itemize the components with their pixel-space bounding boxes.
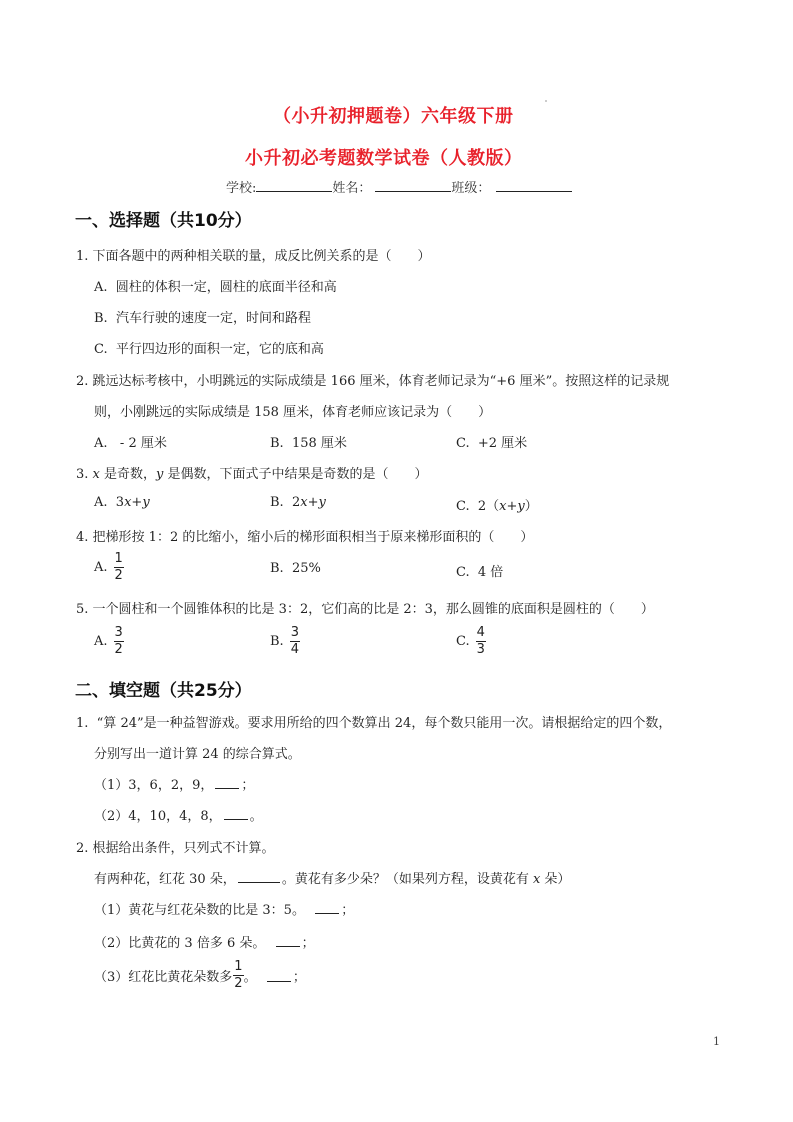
name-field[interactable] [375, 179, 451, 192]
punctuation: 。 [249, 809, 263, 824]
q1-5-option-b[interactable] [270, 626, 300, 657]
q1-2-option-c[interactable] [456, 432, 527, 451]
var-y: y [517, 499, 525, 514]
q1-5-option-c[interactable] [456, 626, 486, 657]
school-field[interactable] [256, 179, 332, 192]
numerator: 4 [476, 625, 485, 640]
page-number: 1 [713, 1035, 720, 1048]
q1-1-option-c[interactable] [94, 338, 324, 357]
question-text: “算 24”是一种益智游戏。要求用所给的四个数算出 24，每个数只能用一次。请根据给定的四个数， [96, 716, 672, 731]
option-text: 25% [291, 561, 321, 576]
sub-label: （3） [94, 970, 129, 985]
option-text: 4 倍 [477, 565, 504, 580]
question-1-2-cont: 则，小刚跳远的实际成绩是 158 厘米，体育老师应该记录为（ ） [94, 405, 492, 420]
exam-title-line1: （小升初押题卷）六年级下册 [273, 106, 514, 127]
question-1-1 [76, 245, 431, 264]
option-label: C. [456, 436, 470, 451]
question-1-2 [76, 370, 669, 389]
q1-1-option-a[interactable] [94, 276, 337, 295]
answer-blank[interactable] [276, 935, 300, 947]
q1-4-option-a[interactable] [94, 552, 124, 583]
denominator: 3 [476, 642, 485, 657]
option-label: B. [270, 561, 284, 576]
option-text: 平行四边形的面积一定，它的底和高 [115, 342, 324, 357]
q2-1-sub-2 [94, 805, 263, 824]
var-x: x [124, 495, 132, 510]
question-number: 5. [76, 602, 89, 617]
denominator: 2 [114, 568, 123, 583]
q2-2-sub-3 [94, 960, 306, 991]
question-number: 2. [76, 841, 89, 856]
var-y: y [156, 467, 164, 482]
q1-4-option-b[interactable] [270, 561, 321, 576]
option-label: A. [94, 634, 108, 649]
question-text: 是奇数， [99, 467, 157, 482]
question-text: 根据给出条件，只列式不计算。 [92, 841, 275, 856]
q1-1-option-b[interactable] [94, 307, 311, 326]
option-text: 3 [115, 495, 125, 510]
operator: + [506, 499, 518, 514]
operator: + [307, 495, 319, 510]
question-number: 1. [76, 249, 89, 264]
question-text: 跳远达标考核中，小明跳远的实际成绩是 166 厘米，体育老师记录为“+6 厘米”。按照这样的记录规 [92, 374, 670, 389]
operator: + [131, 495, 143, 510]
context-text: 朵） [540, 872, 571, 887]
answer-blank[interactable] [267, 970, 291, 982]
question-text: 一个圆柱和一个圆锥体积的比是 3：2，它们高的比是 2：3，那么圆锥的底面积是圆柱的（ ） [92, 602, 654, 617]
var-x: x [499, 499, 507, 514]
option-label: C. [456, 565, 470, 580]
option-text: 2（ [477, 499, 500, 514]
context-text: 有两种花，红花 30 朵， [94, 872, 236, 887]
option-text: 2 [291, 495, 301, 510]
sub-text: 红花比黄花朵数多 [128, 970, 233, 985]
section2-heading: 二、填空题（共25分） [75, 681, 252, 701]
option-text: 汽车行驶的速度一定，时间和路程 [115, 311, 311, 326]
denominator: 4 [290, 642, 299, 657]
stray-mark [545, 100, 547, 102]
sub-label: （2） [94, 936, 129, 951]
question-text: 把梯形按 1：2 的比缩小，缩小后的梯形面积相当于原来梯形面积的（ ） [92, 530, 534, 545]
question-text: 下面各题中的两种相关联的量，成反比例关系的是（ ） [92, 249, 431, 264]
student-info-line [226, 177, 572, 196]
option-text: 圆柱的体积一定，圆柱的底面半径和高 [115, 280, 337, 295]
question-1-4 [76, 526, 533, 545]
exam-title-line2: 小升初必考题数学试卷（人教版） [245, 148, 523, 169]
class-field[interactable] [496, 179, 572, 192]
sub-text: 比黄花的 3 倍多 6 朵。 [128, 936, 266, 951]
denominator: 2 [114, 642, 123, 657]
answer-blank[interactable] [315, 902, 339, 914]
sub-text: 黄花与红花朵数的比是 3：5。 [128, 903, 305, 918]
option-text: 158 厘米 [291, 436, 347, 451]
option-text: +2 厘米 [477, 436, 528, 451]
punctuation: ； [301, 936, 315, 951]
question-text: 是偶数，下面式子中结果是奇数的是（ ） [163, 467, 428, 482]
question-number: 2. [76, 374, 89, 389]
question-number: 4. [76, 530, 89, 545]
question-number: 1. [76, 716, 89, 731]
fraction [290, 626, 300, 657]
q2-2-sub-2 [94, 932, 315, 951]
numerator: 1 [114, 551, 123, 566]
sub-label: （1） [94, 903, 129, 918]
var-x: x [300, 495, 308, 510]
var-y: y [318, 495, 326, 510]
punctuation: ； [341, 903, 355, 918]
question-2-2 [76, 837, 275, 856]
var-x: x [532, 872, 541, 887]
option-label: B. [94, 311, 108, 326]
punctuation: 。 [243, 970, 257, 985]
option-label: B. [270, 495, 284, 510]
question-1-5 [76, 598, 654, 617]
fraction [233, 960, 243, 991]
q1-3-option-c[interactable] [456, 495, 538, 514]
option-text: - 2 厘米 [115, 436, 167, 451]
question-2-1-cont: 分别写出一道计算 24 的综合算式。 [94, 747, 301, 762]
condition-blank[interactable] [238, 871, 280, 883]
fraction [114, 552, 124, 583]
sub-label: （1） [94, 778, 129, 793]
school-label: 学校: [226, 181, 257, 196]
var-x: x [92, 467, 100, 482]
option-text: ） [524, 499, 538, 514]
q2-2-sub-1 [94, 899, 354, 918]
numerator: 3 [290, 625, 299, 640]
fraction [476, 626, 486, 657]
class-label: 班级： [451, 181, 491, 196]
option-label: B. [270, 436, 284, 451]
fraction [114, 626, 124, 657]
option-label: A. [94, 436, 108, 451]
numerator: 1 [234, 959, 243, 974]
q1-4-option-c[interactable] [456, 561, 503, 580]
name-label: 姓名： [332, 181, 372, 196]
sub-text: 4，10，4，8， [128, 809, 222, 824]
q2-1-sub-1 [94, 774, 254, 793]
question-number: 3. [76, 467, 89, 482]
option-label: A. [94, 280, 108, 295]
question-2-1 [76, 712, 671, 731]
numerator: 3 [114, 625, 123, 640]
sub-label: （2） [94, 809, 129, 824]
q2-2-context [94, 868, 570, 887]
option-label: A. [94, 495, 108, 510]
answer-blank[interactable] [215, 777, 239, 789]
option-label: A. [94, 560, 108, 575]
option-label: C. [94, 342, 108, 357]
question-1-3 [76, 463, 428, 482]
q1-3-option-b[interactable] [270, 495, 326, 510]
context-text: 。黄花有多少朵？（如果列方程，设黄花有 [281, 872, 533, 887]
punctuation: ； [292, 970, 306, 985]
sub-text: 3，6，2，9， [128, 778, 214, 793]
punctuation: ； [241, 778, 255, 793]
q1-3-option-a[interactable] [94, 495, 150, 510]
q1-2-option-a[interactable] [94, 432, 167, 451]
option-label: C. [456, 634, 470, 649]
q1-2-option-b[interactable] [270, 432, 347, 451]
option-label: B. [270, 634, 284, 649]
section1-heading: 一、选择题（共10分） [75, 211, 252, 231]
denominator: 2 [234, 976, 243, 991]
q1-5-option-a[interactable] [94, 626, 124, 657]
answer-blank[interactable] [224, 808, 248, 820]
var-y: y [142, 495, 150, 510]
option-label: C. [456, 499, 470, 514]
